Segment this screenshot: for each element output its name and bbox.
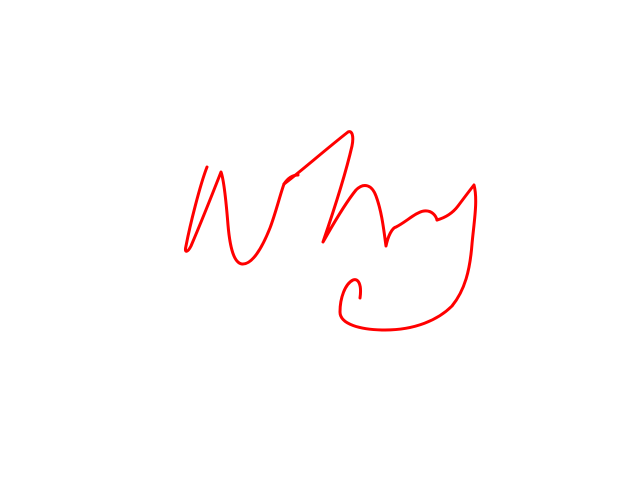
letter-h-stroke [284,132,437,246]
letter-w-stroke [185,167,298,264]
letter-y-stroke [340,185,476,330]
